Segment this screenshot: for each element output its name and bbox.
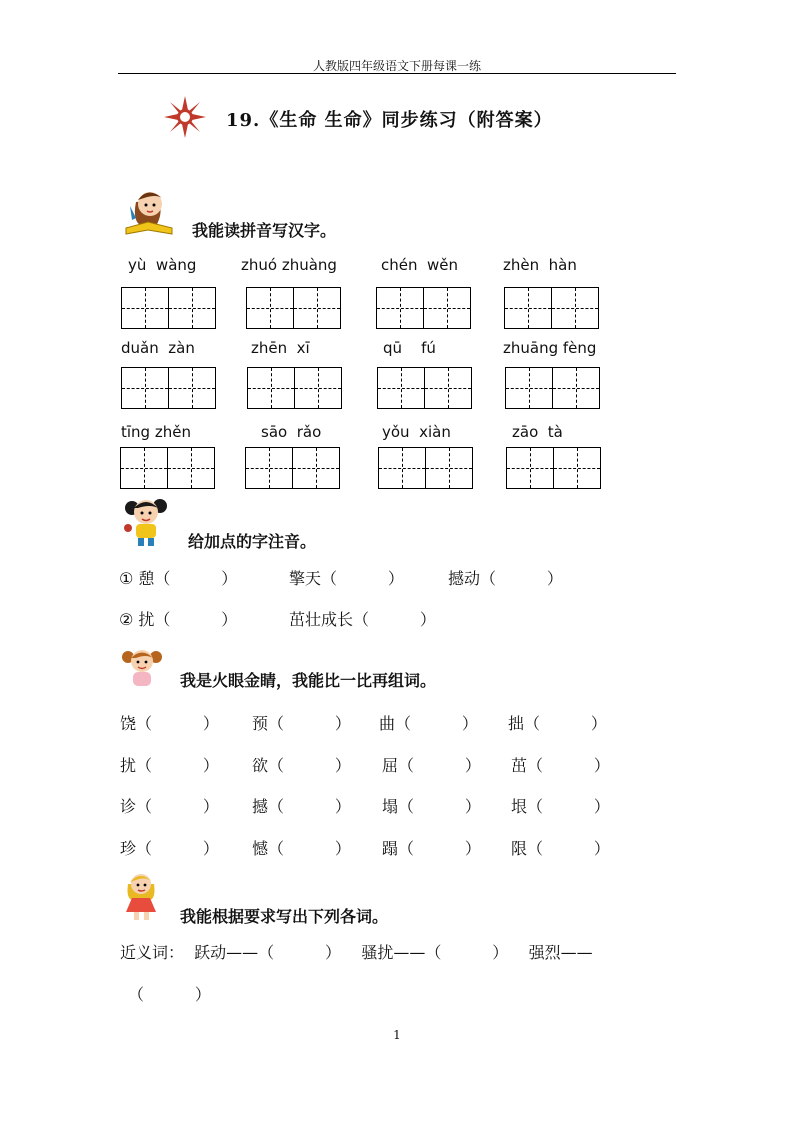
word-group-item: 茁（ ） xyxy=(511,756,610,775)
synonym-line-continued: （ ） xyxy=(128,985,211,1004)
synonym-line: 近义词： 跃动——（ ） 骚扰——（ ） 强烈—— xyxy=(120,943,593,962)
page-number: 1 xyxy=(393,1028,401,1042)
word-group-item: 蹋（ ） xyxy=(382,839,481,858)
section3-title: 我是火眼金睛，我能比一比再组词。 xyxy=(180,671,437,690)
girl-reading-icon xyxy=(122,182,176,236)
writing-box[interactable] xyxy=(167,447,215,489)
writing-box[interactable] xyxy=(505,367,553,409)
writing-box-pair[interactable] xyxy=(377,367,472,409)
writing-box-pair[interactable] xyxy=(378,447,473,489)
word-group-item: 珍（ ） xyxy=(120,839,219,858)
pinyin-question: ② 扰（ ） xyxy=(119,610,238,629)
pinyin-label: zhuó zhuàng xyxy=(241,256,337,274)
writing-box[interactable] xyxy=(293,287,341,329)
pinyin-label: qū fú xyxy=(383,339,436,357)
writing-box-pair[interactable] xyxy=(120,447,215,489)
running-header: 人教版四年级语文下册每课一练 xyxy=(312,59,481,73)
writing-box[interactable] xyxy=(376,287,424,329)
pinyin-label: sāo rǎo xyxy=(261,423,322,441)
girl-smiling-icon xyxy=(120,645,164,689)
writing-box[interactable] xyxy=(247,367,295,409)
pinyin-label: yǒu xiàn xyxy=(382,423,451,441)
word-group-item: 诊（ ） xyxy=(120,797,219,816)
writing-box-pair[interactable] xyxy=(246,287,341,329)
word-group-item: 屈（ ） xyxy=(382,756,481,775)
word-group-item: 憾（ ） xyxy=(252,839,351,858)
sun-icon xyxy=(164,96,206,138)
writing-box[interactable] xyxy=(294,367,342,409)
pinyin-label: zāo tà xyxy=(512,423,563,441)
girl-dancing-icon xyxy=(118,868,164,922)
section4-title: 我能根据要求写出下列各词。 xyxy=(180,907,389,926)
writing-box-pair[interactable] xyxy=(505,367,600,409)
pinyin-label: duǎn zàn xyxy=(121,339,195,357)
writing-box[interactable] xyxy=(377,367,425,409)
writing-box-pair[interactable] xyxy=(376,287,471,329)
writing-box-pair[interactable] xyxy=(247,367,342,409)
writing-box[interactable] xyxy=(506,447,554,489)
pinyin-label: zhēn xī xyxy=(251,339,310,357)
writing-box-pair[interactable] xyxy=(504,287,599,329)
writing-box[interactable] xyxy=(246,287,294,329)
word-group-item: 拙（ ） xyxy=(508,714,607,733)
writing-box[interactable] xyxy=(120,447,168,489)
writing-box[interactable] xyxy=(121,367,169,409)
writing-box[interactable] xyxy=(553,447,601,489)
writing-box[interactable] xyxy=(168,367,216,409)
pinyin-label: chén wěn xyxy=(381,256,459,274)
word-group-item: 垠（ ） xyxy=(511,797,610,816)
girl-waving-icon xyxy=(120,494,170,548)
word-group-item: 塌（ ） xyxy=(382,797,481,816)
writing-box[interactable] xyxy=(378,447,426,489)
pinyin-question: ① 憩（ ） xyxy=(119,569,238,588)
writing-box-pair[interactable] xyxy=(121,367,216,409)
writing-box[interactable] xyxy=(121,287,169,329)
word-group-item: 欲（ ） xyxy=(252,756,351,775)
writing-box[interactable] xyxy=(504,287,552,329)
pinyin-label: zhèn hàn xyxy=(503,256,577,274)
pinyin-label: zhuāng fèng xyxy=(503,339,597,357)
pinyin-label: tīng zhěn xyxy=(121,423,191,441)
word-group-item: 饶（ ） xyxy=(120,714,219,733)
writing-box[interactable] xyxy=(423,287,471,329)
pinyin-question: 擎天（ ） xyxy=(289,569,404,588)
writing-box[interactable] xyxy=(245,447,293,489)
header-rule xyxy=(118,73,676,74)
pinyin-question: 撼动（ ） xyxy=(448,569,563,588)
writing-box[interactable] xyxy=(292,447,340,489)
word-group-item: 预（ ） xyxy=(252,714,351,733)
pinyin-question: 茁壮成长（ ） xyxy=(289,610,436,629)
page-title: 19.《生命 生命》同步练习（附答案） xyxy=(226,110,553,131)
pinyin-label: yù wàng xyxy=(128,256,197,274)
section2-title: 给加点的字注音。 xyxy=(188,532,317,551)
writing-box[interactable] xyxy=(425,447,473,489)
writing-box[interactable] xyxy=(168,287,216,329)
word-group-item: 撼（ ） xyxy=(252,797,351,816)
writing-box-pair[interactable] xyxy=(506,447,601,489)
writing-box-pair[interactable] xyxy=(245,447,340,489)
section1-title: 我能读拼音写汉字。 xyxy=(192,221,337,240)
word-group-item: 曲（ ） xyxy=(379,714,478,733)
writing-box-pair[interactable] xyxy=(121,287,216,329)
word-group-item: 扰（ ） xyxy=(120,756,219,775)
writing-box[interactable] xyxy=(552,367,600,409)
writing-box[interactable] xyxy=(551,287,599,329)
writing-box[interactable] xyxy=(424,367,472,409)
word-group-item: 限（ ） xyxy=(511,839,610,858)
